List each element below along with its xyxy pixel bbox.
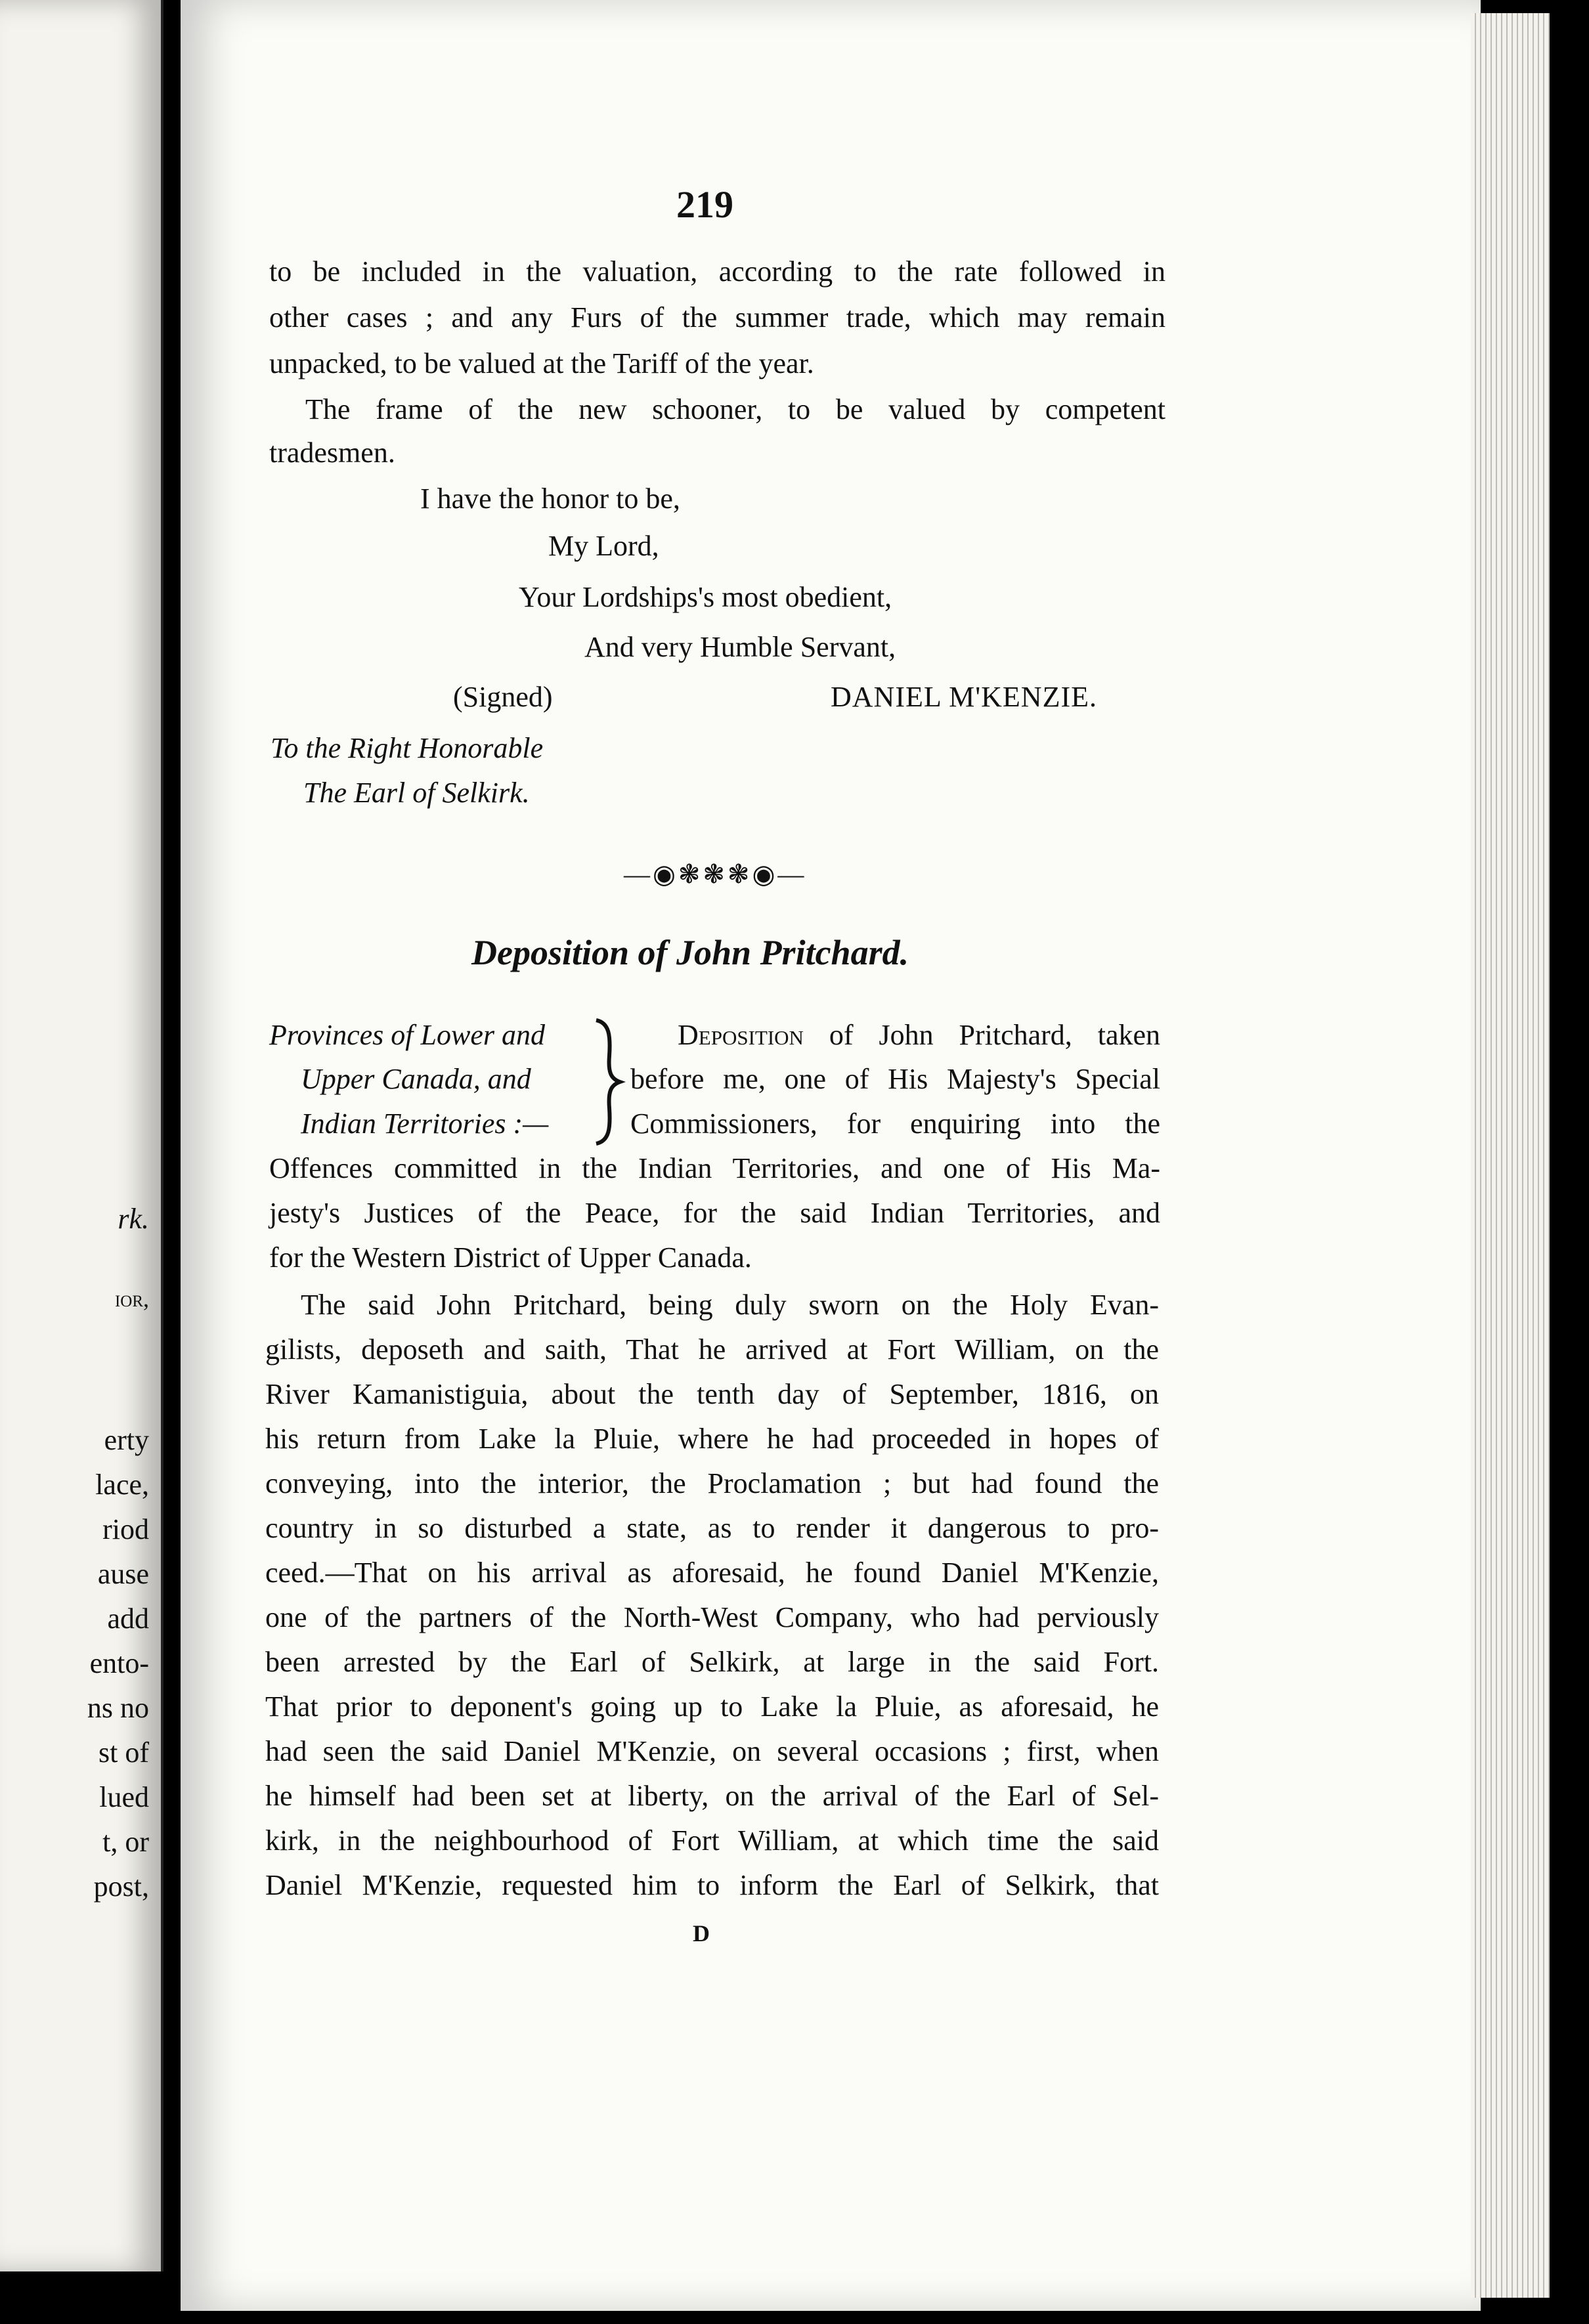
fragment-line: ior, xyxy=(114,1285,149,1312)
body-line: kirk, in the neighbourhood of Fort William, at which time the said xyxy=(265,1824,1159,1857)
fragment-line: riod xyxy=(102,1513,149,1545)
addressee-line: To the Right Honorable xyxy=(271,732,544,764)
text-line: The frame of the new schooner, to be valued by competent xyxy=(305,393,1165,425)
body-line: country in so disturbed a state, as to render it dangerous to pro- xyxy=(265,1512,1159,1544)
page-stack-edges xyxy=(1471,13,1550,2298)
body-line: been arrested by the Earl of Selkirk, at large in the said Fort. xyxy=(265,1646,1159,1678)
body-line: had seen the said Daniel M'Kenzie, on several occasions ; first, when xyxy=(265,1735,1159,1767)
body-line: conveying, into the interior, the Proclamation ; but had found the xyxy=(265,1467,1159,1499)
body-line: That prior to deponent's going up to Lake la Pluie, as aforesaid, he xyxy=(265,1690,1159,1723)
venue-line: Indian Territories :— xyxy=(301,1108,549,1140)
fragment-line: ause xyxy=(97,1558,149,1590)
text-line: unpacked, to be valued at the Tariff of the year. xyxy=(269,347,814,379)
fragment-line: lued xyxy=(99,1781,149,1813)
body-line: he himself had been set at liberty, on the arrival of the Earl of Sel- xyxy=(265,1780,1159,1812)
deposition-line: Offences committed in the Indian Territories, and one of His Ma- xyxy=(269,1152,1160,1184)
deposition-line: for the Western District of Upper Canada. xyxy=(269,1241,752,1274)
body-line: Daniel M'Kenzie, requested him to inform the Earl of Selkirk, that xyxy=(265,1869,1159,1901)
fragment-line: st of xyxy=(98,1736,149,1769)
fragment-line: erty xyxy=(104,1424,149,1456)
brace-icon xyxy=(590,1016,629,1148)
deposition-line: Commissioners, for enquiring into the xyxy=(630,1108,1160,1140)
venue-line: Upper Canada, and xyxy=(301,1063,531,1095)
body-line: The said John Pritchard, being duly sworn on the Holy Evan- xyxy=(301,1289,1159,1321)
text-line: tradesmen. xyxy=(269,437,395,469)
deposition-line: before me, one of His Majesty's Special xyxy=(630,1063,1160,1095)
page-number: 219 xyxy=(676,183,733,226)
closing-line: My Lord, xyxy=(548,530,659,562)
body-line: gilists, deposeth and saith, That he arrived at Fort William, on the xyxy=(265,1333,1159,1366)
section-heading: Deposition of John Pritchard. xyxy=(471,933,909,972)
text-line: other cases ; and any Furs of the summer trade, which may remain xyxy=(269,301,1165,334)
deposition-rest: of John Pritchard, taken xyxy=(829,1019,1161,1051)
fragment-line: add xyxy=(107,1603,149,1635)
signed-label: (Signed) xyxy=(453,681,553,713)
body-line: ceed.—That on his arrival as aforesaid, he found Daniel M'Kenzie, xyxy=(265,1557,1159,1589)
venue-line: Provinces of Lower and xyxy=(269,1019,545,1051)
closing-line: I have the honor to be, xyxy=(420,483,680,515)
deposition-word: Deposition xyxy=(678,1019,804,1051)
deposition-line: jesty's Justices of the Peace, for the said Indian Territories, and xyxy=(269,1197,1160,1229)
section-ornament: —◉❃❃❃◉— xyxy=(624,859,807,889)
fragment-line: ns no xyxy=(87,1692,149,1724)
signature-mark: D xyxy=(693,1920,710,1947)
fragment-line: lace, xyxy=(95,1469,149,1501)
body-line: River Kamanistiguia, about the tenth day of September, 1816, on xyxy=(265,1378,1159,1410)
text-line: to be included in the valuation, according to the rate followed in xyxy=(269,255,1165,288)
body-line: his return from Lake la Pluie, where he had proceeded in hopes of xyxy=(265,1423,1159,1455)
addressee-line: The Earl of Selkirk. xyxy=(303,777,530,809)
fragment-line: ento- xyxy=(89,1647,149,1679)
facing-page-edge xyxy=(0,0,163,2271)
fragment-line: rk. xyxy=(118,1203,149,1235)
signatory-name: DANIEL M'KENZIE. xyxy=(831,681,1097,713)
deposition-line xyxy=(678,1021,1160,1050)
fragment-line: t, or xyxy=(102,1826,149,1858)
fragment-line: post, xyxy=(93,1870,149,1903)
closing-line: Your Lordships's most obedient, xyxy=(519,581,892,613)
closing-line: And very Humble Servant, xyxy=(584,631,896,663)
body-line: one of the partners of the North-West Company, who had perviously xyxy=(265,1601,1159,1633)
